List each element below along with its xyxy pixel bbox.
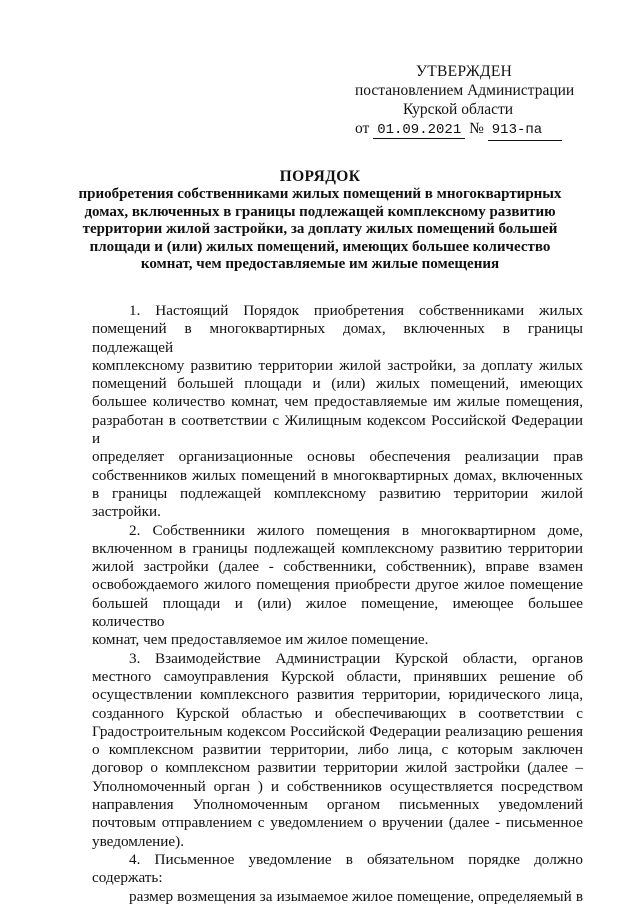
document-body — [92, 302, 583, 906]
approval-line-decree: постановлением Администрации — [355, 82, 575, 99]
text-line: комплексному развитию территории жилой застройки, за доплату жилых — [92, 356, 583, 374]
paragraph-1 — [92, 302, 583, 522]
text-line: включенном в границы подлежащей комплексному развитию территории — [92, 539, 583, 557]
text-line: 1. Настоящий Порядок приобретения собственниками жилых — [129, 302, 583, 319]
text-line: уведомление). — [92, 832, 185, 850]
approval-line-region: Курской области — [403, 101, 514, 118]
subtitle-line: площади и (или) жилых помещений, имеющих большее количество — [89, 238, 551, 255]
text-line: в границы подлежащей комплексному развитию территории жилой — [92, 484, 583, 502]
text-line: определяет организационные основы обеспечения реализации прав — [92, 448, 583, 466]
date-prefix: от — [355, 120, 370, 137]
date-value: 01.09.2021 — [373, 122, 465, 139]
text-line: о комплексном развитии территории, либо лица, с которым заключен — [92, 741, 583, 759]
text-line: Уполномоченный орган ) и собственников осуществляется посредством — [92, 777, 583, 795]
text-line: 2. Собственники жилого помещения в многоквартирном доме, — [129, 521, 583, 539]
paragraph-5 — [92, 888, 583, 906]
subtitle-line: домах, включенных в границы подлежащей комплексному развитию — [84, 203, 556, 220]
document-title: ПОРЯДОК — [279, 168, 361, 185]
text-line: местного самоуправления Курской области, принявших решение об — [92, 667, 583, 685]
number-value: 913-па — [488, 121, 562, 141]
text-line: направления Уполномоченным органом письменных уведомлений — [92, 796, 583, 814]
text-line: большей площади и (или) жилое помещение, имеющее большее количество — [92, 594, 583, 631]
number-prefix: № — [469, 120, 484, 137]
approval-title: УТВЕРЖДЕН — [416, 63, 513, 80]
text-line: 4. Письменное уведомление в обязательном порядке должно — [129, 850, 583, 868]
subtitle-line: приобретения собственниками жилых помещений в многоквартирных — [78, 186, 562, 202]
document-subtitle — [70, 186, 570, 274]
text-line: освобождаемого жилого помещения приобрести другое жилое помещение — [92, 576, 583, 594]
text-line: застройки. — [92, 503, 161, 521]
text-line: Градостроительным кодексом Российской Федерации реализацию решения — [92, 722, 583, 740]
text-line: жилой застройки (далее - собственники, собственник), вправе взамен — [92, 558, 583, 576]
paragraph-3 — [92, 650, 583, 851]
text-line: осуществлении комплексного развития территории, юридического лица, — [92, 686, 583, 704]
paragraph-2 — [92, 522, 583, 650]
text-line: договор о комплексном развитии территории жилой застройки (далее – — [92, 759, 583, 777]
text-line: большее количество комнат, чем предоставляемые им жилые помещения, — [92, 393, 583, 411]
text-line: 3. Взаимодействие Администрации Курской области, органов — [129, 649, 583, 667]
paragraph-4 — [92, 851, 583, 888]
subtitle-line: комнат, чем предоставляемые им жилые помещения — [140, 256, 500, 272]
text-line: собственников жилых помещений в многоквартирных домах, включенных — [92, 466, 583, 484]
subtitle-line: территории жилой застройки, за доплату жилых помещений большей — [82, 221, 558, 237]
text-line: помещений большей площади и (или) жилых помещений, имеющих — [92, 375, 583, 393]
text-line: комнат, чем предоставляемое им жилое помещение. — [92, 631, 429, 649]
text-line: почтовым отправлением с уведомлением о вручении (далее - письменное — [92, 814, 583, 832]
text-line: помещений в многоквартирных домах, включенных в границы подлежащей — [92, 320, 583, 356]
text-line: созданного Курской областью и обеспечивающих в соответствии с — [92, 704, 583, 722]
approval-stamp — [355, 62, 585, 141]
text-line: разработан в соответствии с Жилищным кодексом Российской Федерации и — [92, 411, 583, 448]
approval-date-line — [355, 119, 585, 141]
text-line: содержать: — [92, 869, 163, 887]
text-line: размер возмещения за изымаемое жилое помещение, определяемый в — [129, 887, 583, 905]
